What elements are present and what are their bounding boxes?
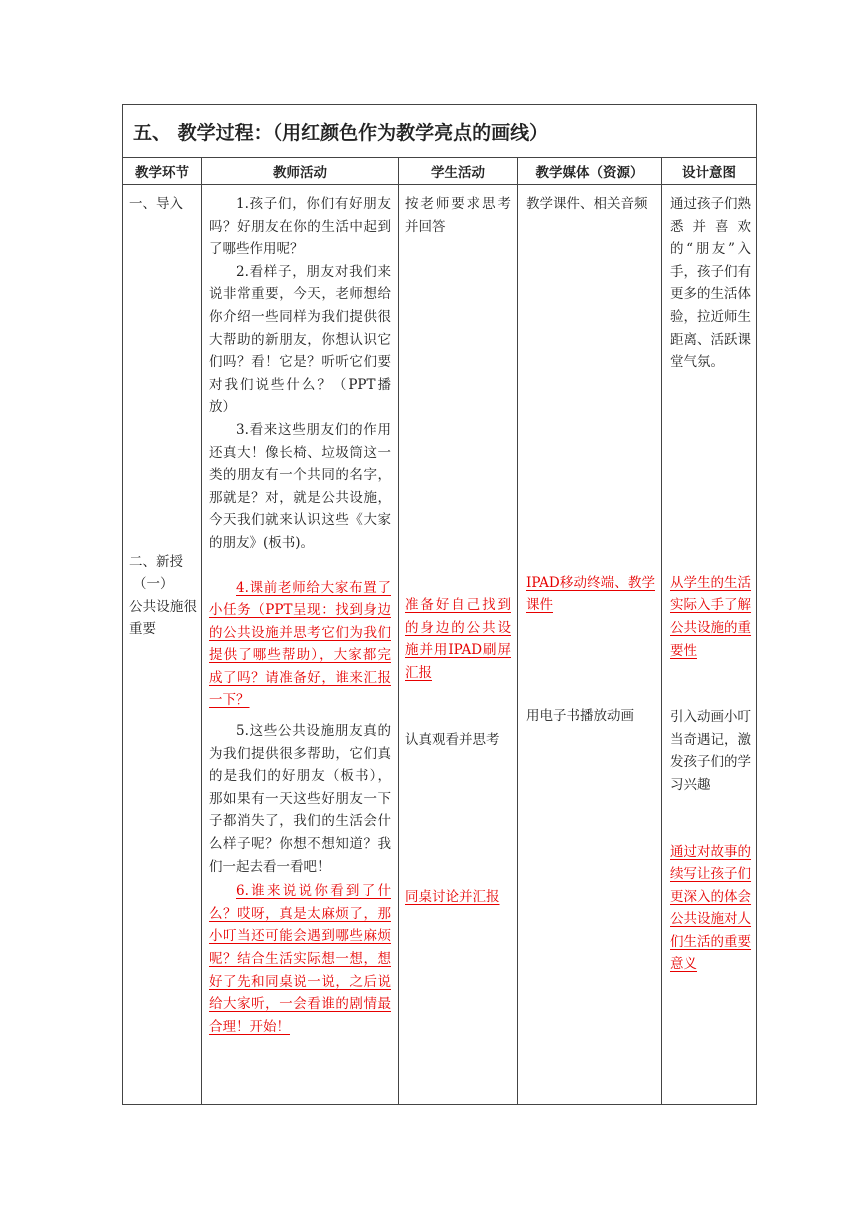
stage1-label: 一、导入 xyxy=(129,196,183,212)
teacher-activity-cell xyxy=(202,185,399,1105)
stage2-topic-label: 公共设施很重要 xyxy=(129,598,197,638)
design-intent-cell xyxy=(662,185,757,1105)
teacher-step-2: 2.看样子，朋友对我们来说非常重要，今天，老师想给你介绍一些同样为我们提供很大帮助的新朋友，你想认识它们吗？看！它是？听听它们要对我们说些什么？（PPT播放） xyxy=(209,263,391,416)
student-step-4: 准备好自己找到的身边的公共设施并用IPAD刷屏汇报 xyxy=(405,597,511,681)
student-step-6: 同桌讨论并汇报 xyxy=(405,889,500,906)
stage2-sub-label: （一） xyxy=(133,576,174,593)
section-title: 五、 教学过程：（用红颜色作为教学亮点的画线） xyxy=(123,105,757,158)
lesson-plan-document xyxy=(122,104,756,1105)
intent-step-6: 通过对故事的续写让孩子们更深入的体会公共设施对人们生活的重要意义 xyxy=(670,843,752,973)
student-stage1: 按老师要求思考并回答 xyxy=(405,196,511,235)
media-step-5: 用电子书播放动画 xyxy=(526,707,634,724)
intent-step-4: 从学生的生活实际入手了解公共设施的重要性 xyxy=(670,574,752,659)
header-design-intent: 设计意图 xyxy=(662,158,757,185)
teacher-step-4: 4.课前老师给大家布置了小任务（PPT呈现：找到身边的公共设施并思考它们为我们提供了哪些帮助），大家都完成了吗？请准备好，谁来汇报一下？ xyxy=(209,579,391,709)
media-step-4: IPAD移动终端、教学课件 xyxy=(526,574,655,614)
intent-step-5: 引入动画小叮当奇遇记，激发孩子们的学习兴趣 xyxy=(670,709,752,793)
teacher-step-1: 1.孩子们，你们有好朋友吗？好朋友在你的生活中起到了哪些作用呢？ xyxy=(209,196,391,258)
teacher-step-6: 6.谁来说说你看到了什么？哎呀，真是太麻烦了，那小叮当还可能会遇到哪些麻烦呢？结合生活实际想一想，想好了先和同桌说一说，之后说给大家听，一会看谁的剧情最合理！开始！ xyxy=(209,883,391,1035)
student-step-5: 认真观看并思考 xyxy=(405,731,500,748)
table-header-row xyxy=(123,158,757,185)
teaching-process-table xyxy=(122,104,757,1105)
student-activity-cell xyxy=(399,185,518,1105)
stage2-label: 二、新授 xyxy=(129,553,183,570)
header-student-activity: 学生活动 xyxy=(399,158,518,185)
teacher-step-5: 5.这些公共设施朋友真的为我们提供很多帮助，它们真的是我们的好朋友（板书），那如果有一天这些好朋友一下子都消失了，我们的生活会什么样子呢？你想不想知道？我们一起去看一看吧！ xyxy=(209,723,391,875)
stage-cell xyxy=(123,185,202,1105)
table-row xyxy=(123,185,757,1105)
media-stage1: 教学课件、相关音频 xyxy=(526,196,648,212)
header-stage: 教学环节 xyxy=(123,158,202,185)
intent-stage1: 通过孩子们熟悉并喜欢的“朋友”入手，孩子们有更多的生活体验，拉近师生距离、活跃课堂气氛。 xyxy=(670,196,752,371)
header-media: 教学媒体（资源） xyxy=(518,158,662,185)
teacher-step-3: 3.看来这些朋友们的作用还真大！像长椅、垃圾筒这一类的朋友有一个共同的名字，那就是？对，就是公共设施，今天我们就来认识这些《大家的朋友》(板书)。 xyxy=(209,421,391,551)
header-teacher-activity: 教师活动 xyxy=(202,158,399,185)
media-cell xyxy=(518,185,662,1105)
